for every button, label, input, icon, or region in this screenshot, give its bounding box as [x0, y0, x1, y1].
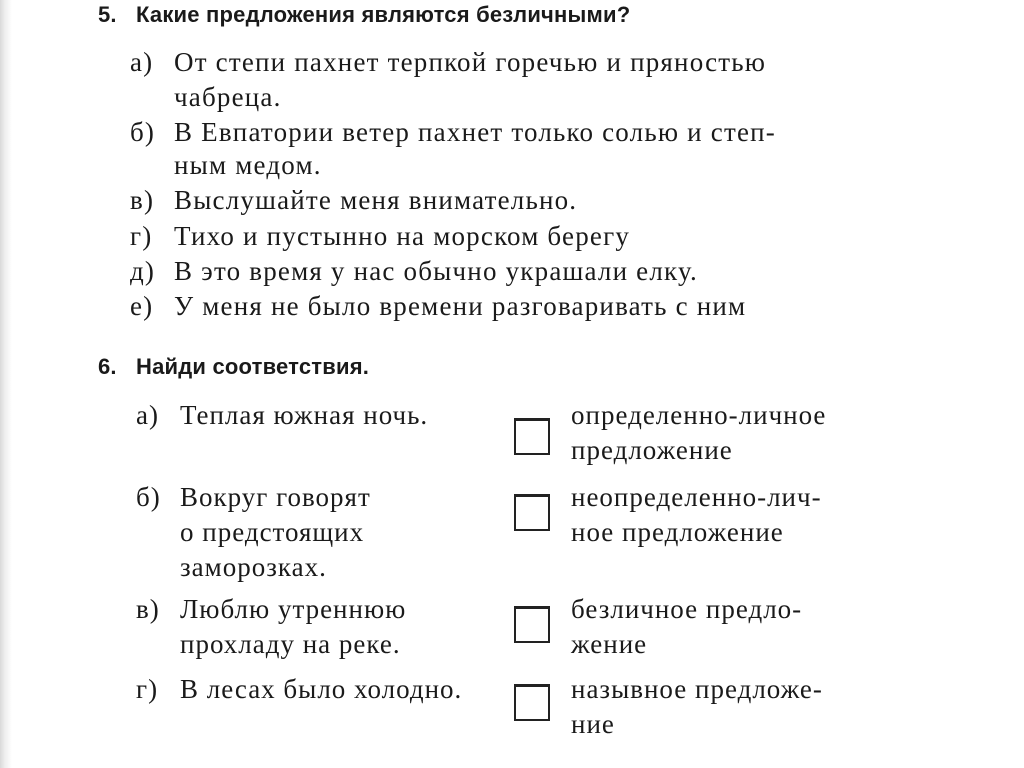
type-text: неопределенно-лич- [571, 482, 822, 512]
sentence-letter: г) [136, 674, 159, 704]
type-text: ние [571, 709, 615, 739]
option-text: Выслушайте меня внимательно. [174, 185, 578, 215]
option-text: В Евпатории ветер пахнет только солью и степ- [174, 117, 776, 147]
q5-option-d[interactable] [130, 253, 698, 289]
q5-option-e[interactable] [130, 288, 746, 324]
q5-option-v[interactable] [130, 182, 577, 218]
type-text: назывное предложе- [571, 674, 823, 704]
sentence-text: Вокруг говорят [180, 482, 371, 512]
sentence-text: Люблю утреннюю [180, 594, 407, 624]
q6-sentence-v [136, 592, 406, 662]
type-text: ное предложение [571, 517, 784, 547]
option-letter: в) [130, 185, 155, 215]
sentence-text: о предстоящих [180, 517, 365, 547]
option-letter: б) [130, 117, 156, 147]
question-5-number: 5. [98, 2, 117, 27]
q5-option-a-continuation: чабреца. [174, 82, 282, 112]
answer-box-3[interactable] [514, 606, 550, 643]
sentence-text: заморозках. [180, 552, 327, 582]
sentence-letter: а) [136, 400, 159, 430]
sentence-text: прохладу на реке. [180, 629, 401, 659]
option-text: Тихо и пустынно на морском берегу [174, 221, 631, 251]
q6-type-2 [571, 480, 822, 550]
type-text: безличное предло- [571, 594, 803, 624]
answer-box-4[interactable] [514, 684, 550, 721]
option-letter: г) [130, 221, 153, 251]
sentence-letter: б) [136, 482, 161, 512]
question-6-text: Найди соответствия. [136, 354, 370, 379]
sentence-text: Теплая южная ночь. [180, 400, 429, 430]
q5-option-g[interactable] [130, 218, 630, 254]
question-6-title [98, 354, 369, 380]
option-letter: е) [130, 291, 154, 321]
sentence-text: В лесах было холодно. [180, 674, 463, 704]
q6-type-1 [571, 398, 826, 468]
option-text: От степи пахнет терпкой горечью и пряностью [174, 47, 767, 77]
option-text: У меня не было времени разговаривать с ним [174, 291, 747, 321]
q6-type-3 [571, 592, 802, 662]
question-5-title [98, 2, 630, 28]
q5-option-b[interactable] [130, 114, 776, 150]
q6-sentence-a [136, 398, 428, 433]
q6-type-4 [571, 672, 823, 742]
sentence-letter: в) [136, 594, 160, 624]
question-6-number: 6. [98, 354, 117, 379]
q6-sentence-g [136, 672, 462, 707]
option-text: В это время у нас обычно украшали елку. [174, 256, 698, 286]
option-letter: а) [130, 47, 154, 77]
scan-edge-shadow [0, 0, 12, 768]
type-text: предложение [571, 435, 733, 465]
answer-box-2[interactable] [514, 494, 550, 531]
type-text: определенно-личное [571, 400, 827, 430]
answer-box-1[interactable] [514, 418, 550, 455]
option-letter: д) [130, 256, 156, 286]
q5-option-b-continuation: ным медом. [174, 150, 322, 180]
question-5-text: Какие предложения являются безличными? [136, 2, 631, 27]
q5-option-a[interactable] [130, 44, 766, 80]
type-text: жение [571, 629, 648, 659]
q6-sentence-b [136, 480, 371, 585]
